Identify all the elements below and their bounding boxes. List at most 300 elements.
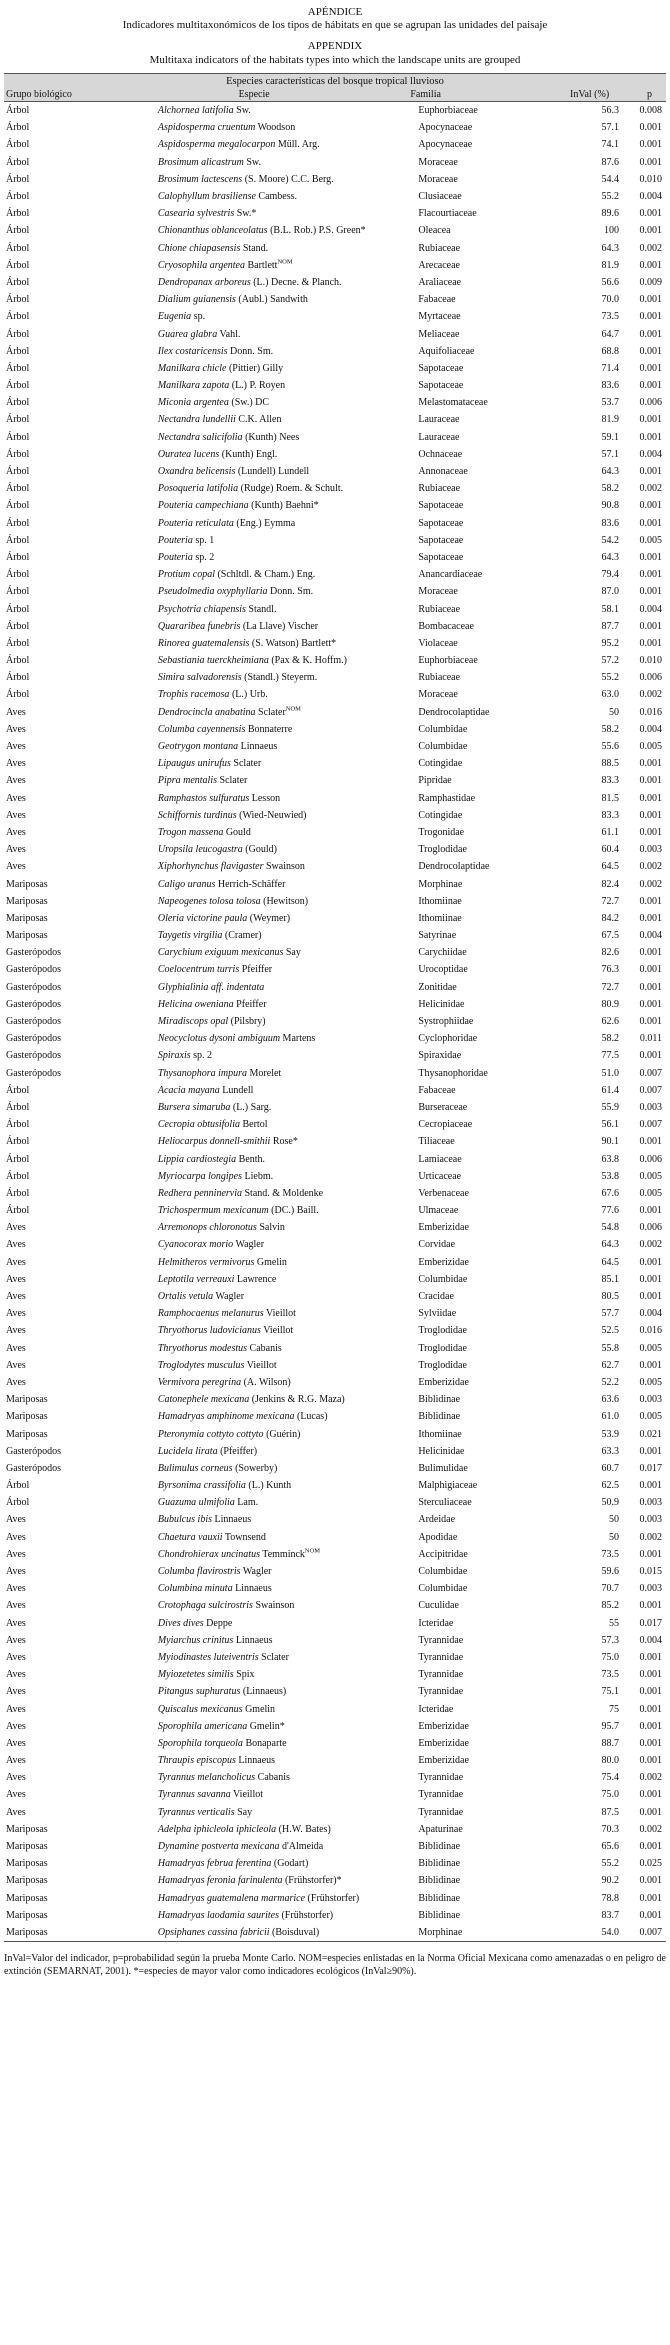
cell-species: [100, 1099, 409, 1116]
table-row: [4, 600, 666, 617]
cell-group: Mariposas: [6, 1892, 48, 1904]
cell-inval: 83.7: [601, 1909, 620, 1921]
col-header-species: Especie: [100, 88, 409, 102]
table-row: [4, 377, 666, 394]
species-author: Sclater: [261, 1651, 289, 1663]
cell-inval: 81.9: [601, 259, 620, 271]
cell-inval: 82.6: [601, 947, 620, 959]
cell-inval: 61.4: [601, 1084, 620, 1096]
cell-family: Euphorbiaceae: [418, 655, 478, 667]
cell-group: Árbol: [6, 397, 30, 409]
table-row: [4, 652, 666, 669]
table-row: [4, 394, 666, 411]
cell-inval: 89.6: [601, 208, 620, 220]
species-author: Swainson: [265, 861, 305, 873]
cell-inval: 57.3: [601, 1634, 620, 1646]
cell-inval: 53.8: [601, 1170, 620, 1182]
table-row: [4, 1408, 666, 1425]
species-name: Trophis racemosa: [157, 689, 230, 701]
cell-family: Lauraceae: [418, 414, 460, 426]
cell-species: [100, 721, 409, 738]
cell-p: 0.001: [639, 517, 662, 529]
species-name: Nectandra salicifolia: [157, 431, 243, 443]
cell-family: Sterculiaceae: [418, 1497, 472, 1509]
table-row: [4, 446, 666, 463]
species-name: Sebastiania tuerckheimiana: [157, 655, 269, 667]
cell-group: Aves: [6, 1651, 26, 1663]
cell-family: Zonitidae: [418, 981, 457, 993]
table-row: [4, 686, 666, 703]
species-name: Bubulcus ibis: [157, 1514, 213, 1526]
cell-species: [100, 377, 409, 394]
cell-family: Sapotaceae: [418, 380, 464, 392]
species-author: Gmelin*: [249, 1720, 285, 1732]
cell-group: Árbol: [6, 105, 30, 117]
species-author: (DC.) Baill.: [271, 1205, 319, 1217]
table-row: [4, 1030, 666, 1047]
cell-species: [100, 205, 409, 222]
cell-group: Árbol: [6, 173, 30, 185]
species-name: Pteronymia cottyto cottyto: [157, 1428, 264, 1440]
cell-family: Flacourtiaceae: [418, 208, 477, 220]
species-name: Manilkara chicle: [157, 362, 227, 374]
table-row: [4, 1322, 666, 1339]
species-name: Spiraxis: [157, 1050, 191, 1062]
cell-p: 0.002: [639, 861, 662, 873]
species-author: (Sowerby): [235, 1462, 278, 1474]
cell-group: Árbol: [6, 672, 30, 684]
table-row: [4, 257, 666, 274]
cell-p: 0.006: [639, 1222, 662, 1234]
cell-p: 0.001: [639, 912, 662, 924]
table-row: [4, 1597, 666, 1614]
cell-inval: 77.5: [601, 1050, 620, 1062]
cell-species: [100, 1683, 409, 1700]
cell-inval: 53.9: [601, 1428, 620, 1440]
cell-species: [100, 1718, 409, 1735]
table-row: [4, 154, 666, 171]
cell-p: 0.007: [639, 1084, 662, 1096]
cell-p: 0.003: [639, 844, 662, 856]
cell-inval: 50: [609, 1531, 620, 1543]
cell-family: Accipitridae: [418, 1548, 468, 1560]
species-author: Wagler: [215, 1291, 245, 1303]
cell-family: Verbenaceae: [418, 1187, 469, 1199]
species-author: Linnaeus: [235, 1634, 273, 1646]
cell-family: Biblidinae: [418, 1841, 461, 1853]
cell-group: Árbol: [6, 362, 30, 374]
species-name: Tyrannus melancholicus: [157, 1772, 256, 1784]
cell-group: Árbol: [6, 1497, 30, 1509]
cell-species: [100, 1632, 409, 1649]
species-author: (Lundell) Lundell: [237, 466, 310, 478]
table-row: [4, 1924, 666, 1942]
footnote: InVal=Valor del indicador, p=probabilidad según la prueba Monte Carlo. NOM=especies enlistadas en la Norma Oficial Mexicana como amenazadas o en peligro de extinción (SEMARNAT, 2001). *=especies de mayor valor como indicadores ecológicos (InVal≥90%).: [4, 1953, 666, 1978]
species-name: Chondrohierax uncinatus: [157, 1548, 260, 1560]
cell-species: [100, 1546, 409, 1563]
cell-p: 0.001: [639, 1909, 662, 1921]
cell-species: [100, 1666, 409, 1683]
cell-inval: 80.0: [601, 1755, 620, 1767]
cell-group: Árbol: [6, 569, 30, 581]
cell-p: 0.001: [639, 1841, 662, 1853]
table-row: [4, 566, 666, 583]
species-name: Pouteria campechiana: [157, 500, 249, 512]
cell-family: Melastomataceae: [418, 397, 488, 409]
species-author: Linnaeus: [240, 741, 278, 753]
cell-family: Cyclophoridae: [418, 1033, 478, 1045]
species-name: Psychotria chiapensis: [157, 603, 246, 615]
species-name: Brosimum lactescens: [157, 173, 243, 185]
species-author: (S. Watson) Bartlett*: [251, 637, 337, 649]
species-author: Sclater: [219, 775, 248, 787]
species-author: Pfeiffer: [241, 964, 273, 976]
cell-p: 0.001: [639, 964, 662, 976]
species-name: Lippia cardiostegia: [157, 1153, 237, 1165]
cell-family: Trogonidae: [418, 826, 465, 838]
cell-species: [100, 463, 409, 480]
species-name: Rinorea guatemalensis: [157, 637, 250, 649]
cell-inval: 64.5: [601, 1256, 620, 1268]
cell-family: Troglodidae: [418, 1342, 467, 1354]
species-author: (L.) Sarg.: [232, 1101, 272, 1113]
cell-p: 0.001: [639, 1359, 662, 1371]
cell-group: Gasterópodos: [6, 964, 61, 976]
species-author: (Wied-Neuwied): [239, 809, 307, 821]
cell-species: [100, 1408, 409, 1425]
cell-species: [100, 515, 409, 532]
col-header-p: p: [633, 88, 666, 102]
cell-family: Cracidae: [418, 1291, 454, 1303]
cell-inval: 57.1: [601, 122, 620, 134]
cell-inval: 61.0: [601, 1411, 620, 1423]
cell-family: Tyrannidae: [418, 1789, 464, 1801]
nom-marker: NOM: [277, 258, 293, 266]
cell-inval: 72.7: [601, 895, 620, 907]
cell-species: [100, 1700, 409, 1717]
table-row: [4, 893, 666, 910]
cell-group: Aves: [6, 1634, 26, 1646]
cell-group: Árbol: [6, 242, 30, 254]
species-name: Arremonops chloronotus: [157, 1222, 257, 1234]
cell-inval: 61.1: [601, 826, 620, 838]
table-row: [4, 910, 666, 927]
cell-family: Apodidae: [418, 1531, 458, 1543]
table-section-header: [4, 74, 666, 89]
species-author: Donn. Sm.: [230, 345, 274, 357]
table-row: [4, 1219, 666, 1236]
cell-species: [100, 1150, 409, 1167]
cell-inval: 60.4: [601, 844, 620, 856]
cell-species: [100, 1752, 409, 1769]
species-author: Sclater: [233, 758, 262, 770]
species-author: (Schltdl. & Cham.) Eng.: [217, 569, 316, 581]
species-author: (L.) P. Royen: [231, 380, 286, 392]
cell-species: [100, 1769, 409, 1786]
cell-inval: 83.3: [601, 809, 620, 821]
cell-group: Aves: [6, 1600, 26, 1612]
table-row: [4, 1769, 666, 1786]
species-author: Salvin: [259, 1222, 285, 1234]
cell-group: Árbol: [6, 448, 30, 460]
cell-species: [100, 772, 409, 789]
species-name: Thysanophora impura: [157, 1067, 248, 1079]
species-name: Aspidosperma cruentum: [157, 122, 256, 134]
species-name: Helicina oweniana: [157, 998, 234, 1010]
table-row: [4, 549, 666, 566]
cell-inval: 57.1: [601, 448, 620, 460]
cell-inval: 85.2: [601, 1600, 620, 1612]
species-author: (Linnaeus): [242, 1686, 287, 1698]
cell-family: Ulmaceae: [418, 1205, 459, 1217]
cell-inval: 55.8: [601, 1342, 620, 1354]
cell-group: Mariposas: [6, 1841, 48, 1853]
species-name: Hamadryas amphinome mexicana: [157, 1411, 295, 1423]
species-author: (Godart): [273, 1858, 309, 1870]
cell-inval: 78.8: [601, 1892, 620, 1904]
species-author: Bertol: [242, 1119, 268, 1131]
table-row: [4, 1374, 666, 1391]
table-row: [4, 1666, 666, 1683]
species-name: Thryothorus modestus: [157, 1342, 248, 1354]
cell-family: Rubiaceae: [418, 603, 461, 615]
cell-species: [100, 1735, 409, 1752]
table-row: [4, 1133, 666, 1150]
cell-species: [100, 755, 409, 772]
cell-group: Árbol: [6, 483, 30, 495]
cell-family: Columbidae: [418, 1583, 468, 1595]
table-row: [4, 1511, 666, 1528]
cell-group: Aves: [6, 775, 26, 787]
cell-p: 0.005: [639, 1342, 662, 1354]
cell-group: Mariposas: [6, 1909, 48, 1921]
cell-group: Aves: [6, 1566, 26, 1578]
species-name: Ilex costaricensis: [157, 345, 228, 357]
table-row: [4, 1357, 666, 1374]
cell-species: [100, 446, 409, 463]
table-row: [4, 721, 666, 738]
species-name: Adelpha iphicleola iphicleola: [157, 1823, 277, 1835]
cell-p: 0.001: [639, 981, 662, 993]
cell-family: Columbidae: [418, 741, 468, 753]
table-row: [4, 1718, 666, 1735]
cell-species: [100, 429, 409, 446]
cell-species: [100, 1494, 409, 1511]
cell-family: Columbidae: [418, 723, 468, 735]
cell-inval: 80.9: [601, 998, 620, 1010]
cell-group: Mariposas: [6, 1394, 48, 1406]
cell-family: Rubiaceae: [418, 672, 461, 684]
cell-inval: 83.6: [601, 380, 620, 392]
species-name: Redhera penninervia: [157, 1187, 242, 1199]
cell-inval: 50: [609, 1514, 620, 1526]
species-author: Bonnaterre: [247, 723, 293, 735]
cell-family: Thysanophoridae: [418, 1067, 488, 1079]
cell-inval: 51.0: [601, 1067, 620, 1079]
species-author: Vieillot: [263, 1325, 294, 1337]
cell-p: 0.004: [639, 191, 662, 203]
species-name: Thraupis episcopus: [157, 1755, 236, 1767]
cell-group: Mariposas: [6, 895, 48, 907]
cell-p: 0.001: [639, 792, 662, 804]
species-name: Ramphocaenus melanurus: [157, 1308, 264, 1320]
cell-group: Aves: [6, 758, 26, 770]
species-name: Glyphialinia aff. indentata: [157, 981, 265, 993]
table-row: [4, 1477, 666, 1494]
cell-inval: 84.2: [601, 912, 620, 924]
table-row: [4, 171, 666, 188]
species-author: Linnaeus: [238, 1755, 276, 1767]
cell-group: Árbol: [6, 1084, 30, 1096]
cell-inval: 56.3: [601, 105, 620, 117]
cell-species: [100, 1872, 409, 1889]
cell-family: Sapotaceae: [418, 534, 464, 546]
cell-p: 0.001: [639, 225, 662, 237]
cell-inval: 67.5: [601, 930, 620, 942]
species-name: Uropsila leucogastra: [157, 844, 243, 856]
cell-family: Pipridae: [418, 775, 452, 787]
table-row: [4, 1460, 666, 1477]
cell-p: 0.001: [639, 1050, 662, 1062]
cell-p: 0.003: [639, 1514, 662, 1526]
cell-p: 0.004: [639, 448, 662, 460]
cell-inval: 58.2: [601, 483, 620, 495]
cell-group: Aves: [6, 861, 26, 873]
cell-group: Aves: [6, 1703, 26, 1715]
species-name: Lucidela lirata: [157, 1445, 218, 1457]
cell-p: 0.001: [639, 1892, 662, 1904]
cell-family: Oleacea: [418, 225, 451, 237]
table-row: [4, 1907, 666, 1924]
cell-species: [100, 1357, 409, 1374]
cell-family: Cotingidae: [418, 758, 463, 770]
cell-species: [100, 669, 409, 686]
cell-species: [100, 1804, 409, 1821]
species-author: (S. Moore) C.C. Berg.: [244, 173, 334, 185]
species-name: Myriocarpa longipes: [157, 1170, 242, 1182]
cell-family: Ardeidae: [418, 1514, 456, 1526]
cell-p: 0.001: [639, 328, 662, 340]
cell-family: Tyrannidae: [418, 1651, 464, 1663]
cell-inval: 83.3: [601, 775, 620, 787]
species-author: Deppe: [206, 1617, 233, 1629]
table-column-header: [4, 88, 666, 102]
cell-p: 0.001: [639, 1686, 662, 1698]
cell-family: Araliaceae: [418, 276, 462, 288]
cell-inval: 57.7: [601, 1308, 620, 1320]
table-row: [4, 772, 666, 789]
species-author: Lam.: [237, 1497, 259, 1509]
cell-family: Rubiaceae: [418, 483, 461, 495]
cell-inval: 64.3: [601, 242, 620, 254]
species-name: Dendropanax arboreus: [157, 276, 251, 288]
species-name: Cyanocorax morio: [157, 1239, 234, 1251]
species-name: Columbina minuta: [157, 1583, 233, 1595]
species-name: Pitangus suphuratus: [157, 1686, 241, 1698]
cell-family: Lamiaceae: [418, 1153, 462, 1165]
cell-p: 0.001: [639, 208, 662, 220]
cell-family: Urocoptidae: [418, 964, 468, 976]
cell-inval: 72.7: [601, 981, 620, 993]
cell-family: Bombacaceae: [418, 620, 474, 632]
species-name: Protium copal: [157, 569, 215, 581]
table-row: [4, 1546, 666, 1563]
cell-group: Árbol: [6, 208, 30, 220]
cell-group: Árbol: [6, 1101, 30, 1113]
cell-inval: 63.6: [601, 1394, 620, 1406]
cell-inval: 70.0: [601, 294, 620, 306]
cell-p: 0.001: [639, 156, 662, 168]
cell-family: Satyrinae: [418, 930, 457, 942]
cell-group: Árbol: [6, 294, 30, 306]
cell-p: 0.016: [639, 1325, 662, 1337]
table-row: [4, 205, 666, 222]
cell-family: Lauraceae: [418, 431, 460, 443]
cell-family: Icteridae: [418, 1617, 454, 1629]
cell-p: 0.003: [639, 1583, 662, 1595]
species-name: Hamadryas feronia farinulenta: [157, 1875, 283, 1887]
species-author: (Kunth) Baehni*: [251, 500, 319, 512]
cell-species: [100, 686, 409, 703]
table-row: [4, 1443, 666, 1460]
cell-p: 0.004: [639, 1308, 662, 1320]
table-row: [4, 841, 666, 858]
species-name: Hamadryas februa ferentina: [157, 1858, 272, 1870]
cell-species: [100, 1838, 409, 1855]
cell-inval: 64.3: [601, 551, 620, 563]
cell-family: Emberizidae: [418, 1737, 469, 1749]
cell-inval: 62.7: [601, 1359, 620, 1371]
species-author: C.K. Allen: [238, 414, 282, 426]
cell-inval: 54.0: [546, 1924, 633, 1942]
cell-group: Aves: [6, 1291, 26, 1303]
cell-group: Aves: [6, 792, 26, 804]
species-name: Geotrygon montana: [157, 741, 239, 753]
cell-p: 0.006: [639, 1153, 662, 1165]
cell-species: [100, 1288, 409, 1305]
species-name: Cryosophila argentea: [157, 259, 245, 271]
cell-species: [100, 893, 409, 910]
species-author: (Guérin): [266, 1428, 301, 1440]
cell-group: Árbol: [6, 345, 30, 357]
cell-inval: 57.2: [601, 655, 620, 667]
cell-family: Troglodidae: [418, 1359, 467, 1371]
table-row: [4, 704, 666, 721]
species-author: (Kunth) Engl.: [221, 448, 278, 460]
cell-family: Systrophiidae: [418, 1016, 474, 1028]
species-author: d'Almeida: [281, 1841, 324, 1853]
species-author: Say: [237, 1806, 253, 1818]
cell-inval: 63.3: [601, 1445, 620, 1457]
cell-group: Árbol: [6, 551, 30, 563]
cell-inval: 95.2: [601, 637, 620, 649]
cell-p: 0.001: [639, 1703, 662, 1715]
cell-group: Árbol: [6, 1119, 30, 1131]
cell-group: Gasterópodos: [6, 981, 61, 993]
cell-p: 0.001: [639, 500, 662, 512]
table-row: [4, 102, 666, 120]
table-row: [4, 411, 666, 428]
species-author: (Standl.) Steyerm.: [244, 672, 318, 684]
cell-family: Sylviidae: [418, 1308, 457, 1320]
cell-group: Árbol: [6, 466, 30, 478]
table-row: [4, 291, 666, 308]
cell-inval: 74.1: [601, 139, 620, 151]
cell-p: 0.006: [639, 672, 662, 684]
table-row: [4, 996, 666, 1013]
cell-group: Árbol: [6, 276, 30, 288]
cell-family: Biblidinae: [418, 1411, 461, 1423]
